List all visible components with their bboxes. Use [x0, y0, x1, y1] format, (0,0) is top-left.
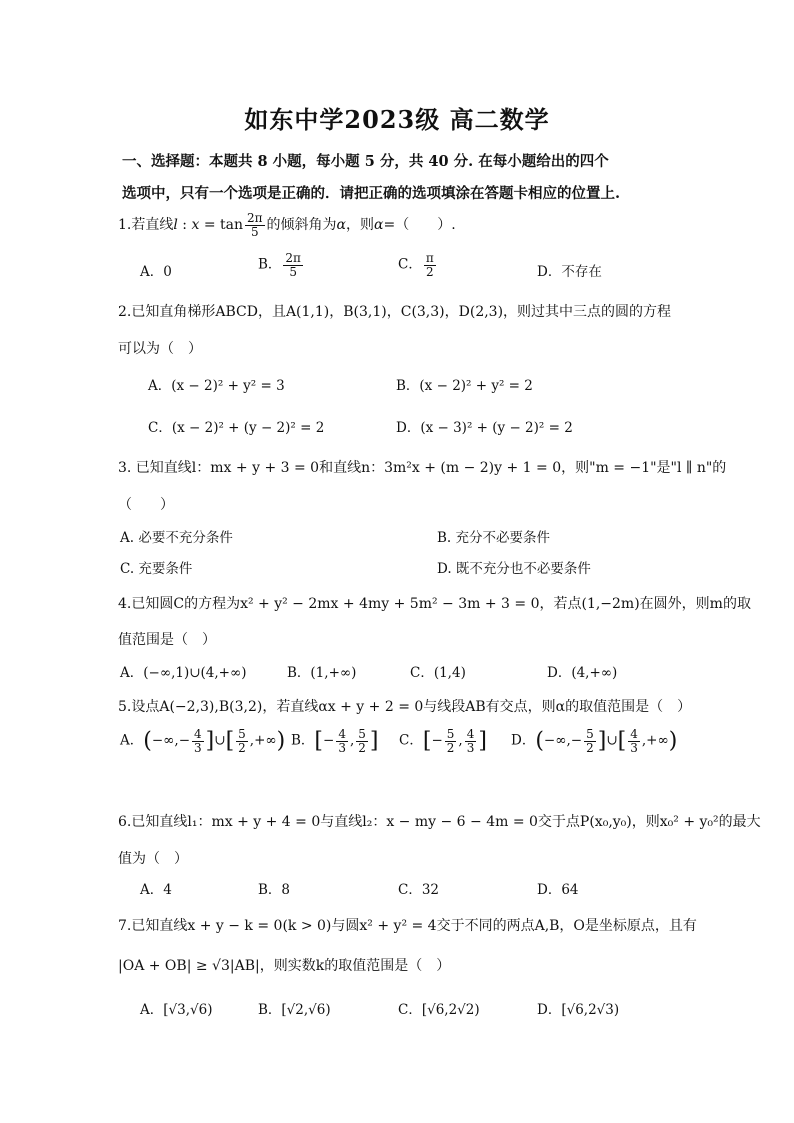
q3-option-a[interactable]: A. 必要不充分条件 [120, 530, 233, 546]
q4-option-c[interactable]: C．(1,4) [410, 665, 466, 681]
q7-option-c[interactable]: C．[√6,2√2) [398, 1002, 480, 1018]
q6-option-a[interactable]: A．4 [140, 882, 172, 898]
question-2-line2: 可以为（ ） [118, 341, 202, 357]
question-6-line1: 6.已知直线l₁：mx + y + 4 = 0与直线l₂：x − my − 6 − 4m = 0交于点P(x₀,y₀)，则x₀² + y₀²的最大 [118, 814, 761, 830]
section-instructions-line2: 选项中，只有一个选项是正确的．请把正确的选项填涂在答题卡相应的位置上. [122, 185, 621, 202]
q1-option-a[interactable]: A．0 [140, 264, 172, 280]
question-4-line1: 4.已知圆C的方程为x² + y² − 2mx + 4my + 5m² − 3m + 3 = 0，若点(1,−2m)在圆外，则m的取 [118, 596, 751, 612]
q1-text-pre: 1.若直线 [118, 217, 174, 234]
q5-option-c-label: C． [399, 732, 423, 749]
page-title: 如东中学2023级 高二数学 [244, 105, 550, 134]
q5-option-c[interactable]: C．[− $\frac{5}{2}$ , $\frac{4}{3}$ ] [399, 727, 487, 755]
question-2-line1: 2.已知直角梯形ABCD，且A(1,1)，B(3,1)，C(3,3)，D(2,3)，则过其中三点的圆的方程 [118, 304, 672, 320]
q5-option-b[interactable]: B．[− $\frac{4}{3}$ , $\frac{5}{2}$ ] [291, 727, 379, 755]
question-7-line2: |OA + OB| ≥ √3|AB|，则实数k的取值范围是（ ） [118, 958, 451, 974]
section-instructions-line1: 一、选择题：本题共 8 小题，每小题 5 分，共 40 分. 在每小题给出的四个 [122, 153, 609, 170]
q6-option-c[interactable]: C．32 [398, 882, 440, 898]
question-1: 1.若直线l : x = tan $\frac{2\pi}{5}$ 的倾斜角为α，则α=（ ）. [118, 211, 456, 239]
q2-option-a[interactable]: A．(x − 2)² + y² = 3 [148, 378, 285, 394]
question-3-line1: 3. 已知直线l：mx + y + 3 = 0和直线n：3m²x + (m − 2)y + 1 = 0，则"m = −1"是"l ∥ n"的 [118, 460, 727, 476]
q6-option-d[interactable]: D．64 [537, 882, 579, 898]
q5-option-d-label: D． [511, 732, 536, 749]
question-3-line2: （ ） [118, 497, 174, 513]
q5-option-a-label: A． [120, 732, 144, 749]
q7-option-b[interactable]: B．[√2,√6) [258, 1002, 331, 1018]
q3-option-d[interactable]: D. 既不充分也不必要条件 [437, 561, 591, 577]
q1-option-b[interactable]: B． $\frac{2\pi}{5}$ [258, 251, 301, 279]
q5-option-b-label: B． [291, 732, 315, 749]
q1-option-c-label: C． [398, 256, 422, 273]
q1-option-c[interactable]: C． $\frac{\pi}{2}$ [398, 251, 434, 279]
q1-option-d[interactable]: D．不存在 [537, 264, 602, 280]
q1-text-post: ，则 [346, 217, 374, 234]
q5-option-a[interactable]: A．(−∞,− $\frac{4}{3}$ ]∪[ $\frac{5}{2}$ ,+∞) [120, 727, 286, 755]
question-6-line2: 值为（ ） [118, 851, 188, 867]
q1-text-end: =（ ）. [383, 217, 456, 234]
q2-option-b[interactable]: B．(x − 2)² + y² = 2 [396, 378, 533, 394]
q5-option-d[interactable]: D．(−∞,− $\frac{5}{2}$ ]∪[ $\frac{4}{3}$ ,+∞) [511, 727, 678, 755]
q7-option-a[interactable]: A．[√3,√6) [140, 1002, 213, 1018]
question-7-line1: 7.已知直线x + y − k = 0(k > 0)与圆x² + y² = 4交于不同的两点A,B，O是坐标原点，且有 [118, 918, 697, 934]
q1-option-b-label: B． [258, 256, 282, 273]
q6-option-b[interactable]: B．8 [258, 882, 291, 898]
q7-option-d[interactable]: D．[√6,2√3) [537, 1002, 620, 1018]
q4-option-a[interactable]: A．(−∞,1)∪(4,+∞) [120, 665, 247, 681]
q3-option-b[interactable]: B. 充分不必要条件 [437, 530, 551, 546]
q2-option-c[interactable]: C．(x − 2)² + (y − 2)² = 2 [148, 420, 325, 436]
q3-option-c[interactable]: C. 充要条件 [120, 561, 193, 577]
q4-option-d[interactable]: D．(4,+∞) [547, 665, 618, 681]
question-4-line2: 值范围是（ ） [118, 632, 216, 648]
q4-option-b[interactable]: B．(1,+∞) [287, 665, 357, 681]
q1-text-mid: 的倾斜角为 [266, 217, 337, 234]
question-5-line1: 5.设点A(−2,3),B(3,2)，若直线αx + y + 2 = 0与线段AB有交点，则α的取值范围是（ ） [118, 699, 692, 715]
q2-option-d[interactable]: D．(x − 3)² + (y − 2)² = 2 [396, 420, 573, 436]
